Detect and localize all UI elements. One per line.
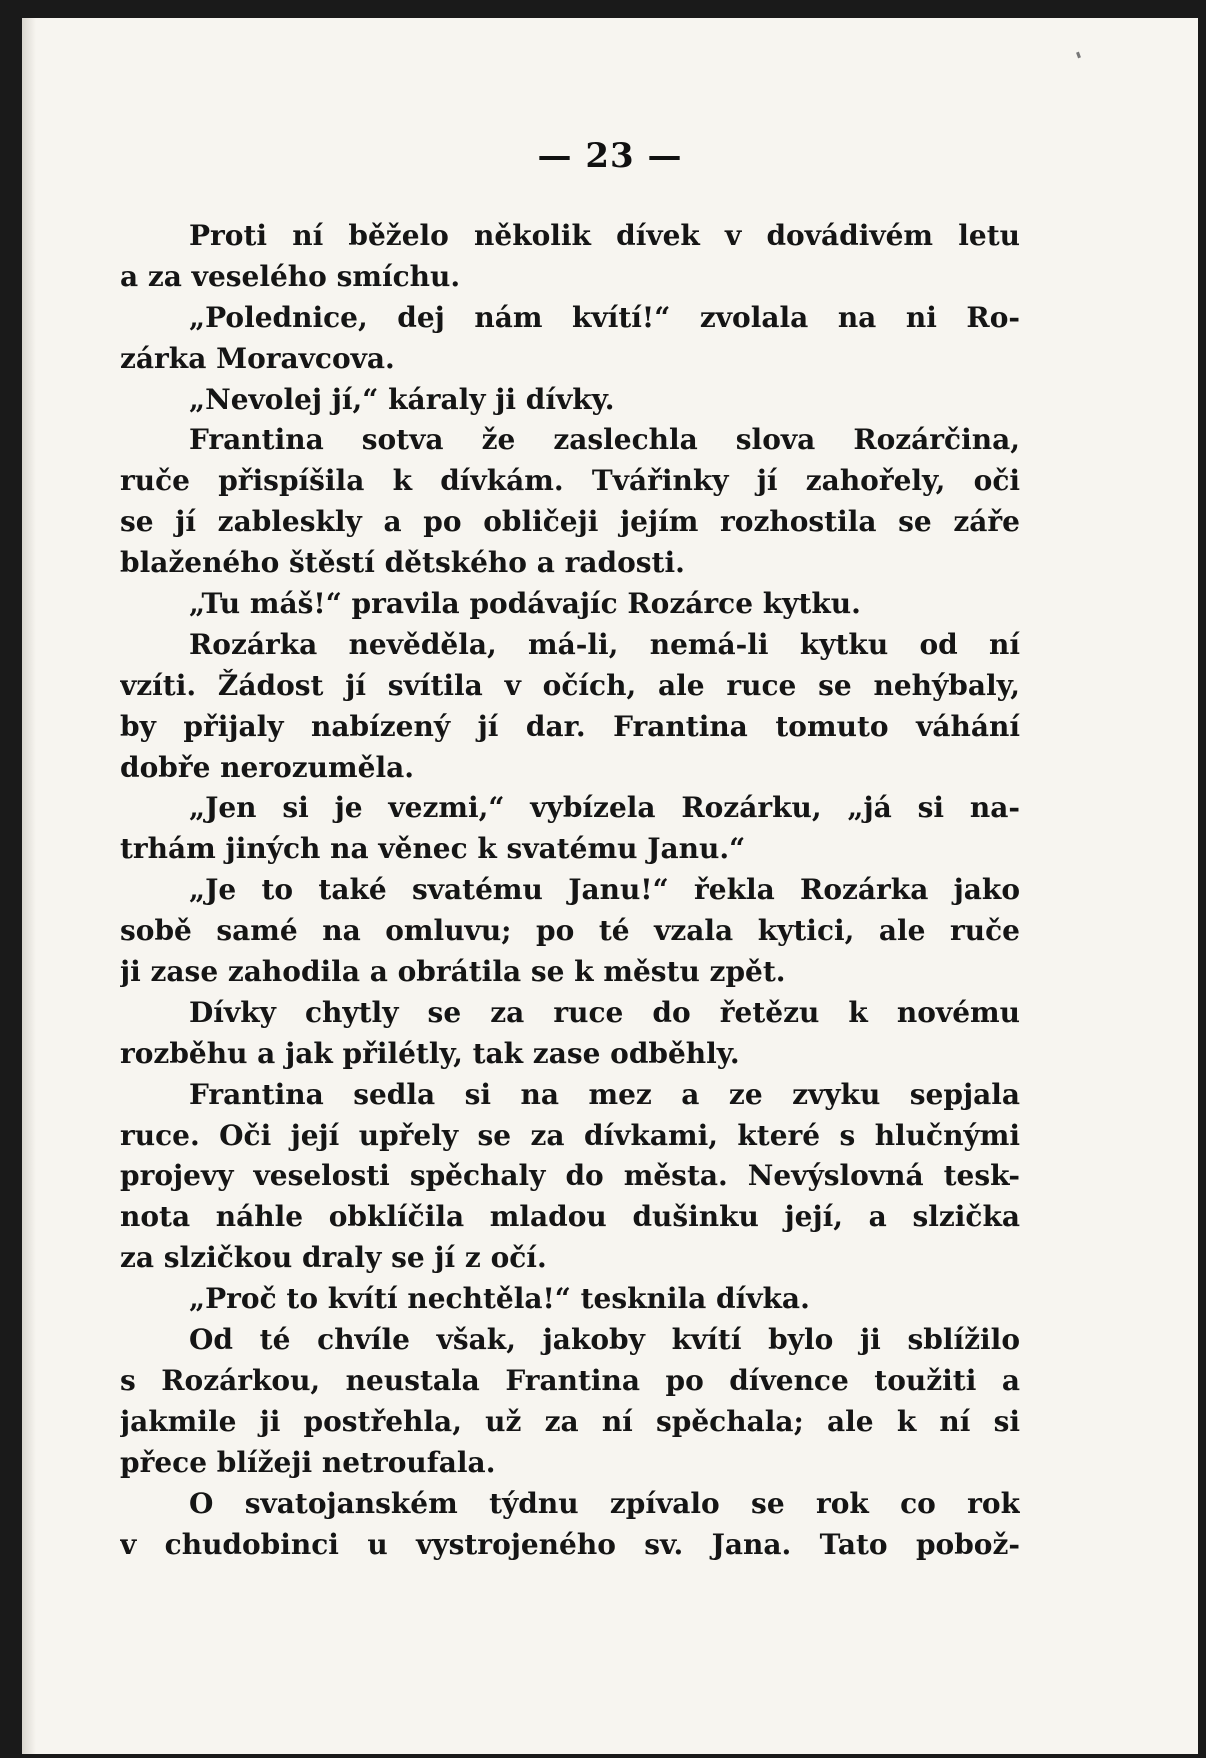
text-line: sobě samé na omluvu; po té vzala kytici, ale ruče [120, 914, 1020, 948]
text-line: Proti ní běželo několik dívek v dovádivém letu [189, 219, 1020, 252]
page-body-text [120, 216, 1020, 1565]
text-line: přece blížeji netroufala. [120, 1445, 496, 1479]
text-line: projevy veselosti spěchaly do města. Nevýslovná tesk- [120, 1159, 1020, 1193]
text-line: ruce. Oči její upřely se za dívkami, které s hlučnými [120, 1118, 1020, 1152]
text-line: a za veselého smíchu. [120, 259, 461, 293]
text-line: v chudobinci u vystrojeného sv. Jana. Tato pobož- [120, 1527, 1020, 1561]
text-line: s Rozárkou, neustala Frantina po dívence toužiti a [120, 1363, 1020, 1397]
text-line: zárka Moravcova. [120, 341, 395, 375]
text-line: „Jen si je vezmi,“ vybízela Rozárku, „já si na- [189, 791, 1020, 825]
text-line: Frantina sotva že zaslechla slova Rozárčina, [189, 423, 1020, 457]
text-line: rozběhu a jak přilétly, tak zase odběhly. [120, 1036, 740, 1070]
text-line: trhám jiných na věnec k svatému Janu.“ [120, 832, 746, 866]
text-line: „Je to také svatému Janu!“ řekla Rozárka jako [189, 873, 1020, 907]
text-line: nota náhle obklíčila mladou dušinku její, a slzička [120, 1200, 1020, 1234]
text-line: Dívky chytly se za ruce do řetězu k novému [189, 995, 1020, 1029]
text-line: Rozárka nevěděla, má-li, nemá-li kytku od ní [189, 627, 1020, 661]
text-line: jakmile ji postřehla, už za ní spěchala; ale k ní si [120, 1404, 1020, 1438]
book-page [22, 18, 1198, 1754]
page-gutter-shadow [22, 18, 36, 1754]
text-line: „Polednice, dej nám kvítí!“ zvolala na ni Ro- [189, 300, 1020, 334]
text-line: „Proč to kvítí nechtěla!“ tesknila dívka. [189, 1282, 810, 1316]
text-line: se jí zableskly a po obličeji jejím rozhostila se záře [120, 505, 1020, 539]
text-line: za slzičkou draly se jí z očí. [120, 1241, 547, 1275]
paper-speck [1076, 52, 1081, 59]
page-number: — 23 — [537, 136, 683, 176]
text-line: „Tu máš!“ pravila podávajíc Rozárce kytku. [189, 587, 861, 621]
text-line: „Nevolej jí,“ káraly ji dívky. [189, 382, 615, 416]
text-line: O svatojanském týdnu zpívalo se rok co rok [189, 1486, 1020, 1520]
text-line: blaženého štěstí dětského a radosti. [120, 546, 685, 580]
text-line: Od té chvíle však, jakoby kvítí bylo ji sblížilo [189, 1323, 1020, 1357]
text-line: dobře nerozuměla. [120, 750, 414, 784]
text-line: by přijaly nabízený jí dar. Frantina tomuto váhání [120, 709, 1020, 743]
text-line: ruče přispíšila k dívkám. Tvářinky jí zahořely, oči [120, 464, 1020, 498]
text-line: ji zase zahodila a obrátila se k městu zpět. [120, 955, 786, 989]
text-line: Frantina sedla si na mez a ze zvyku sepjala [189, 1077, 1020, 1111]
text-line: vzíti. Žádost jí svítila v očích, ale ruce se nehýbaly, [120, 668, 1020, 702]
